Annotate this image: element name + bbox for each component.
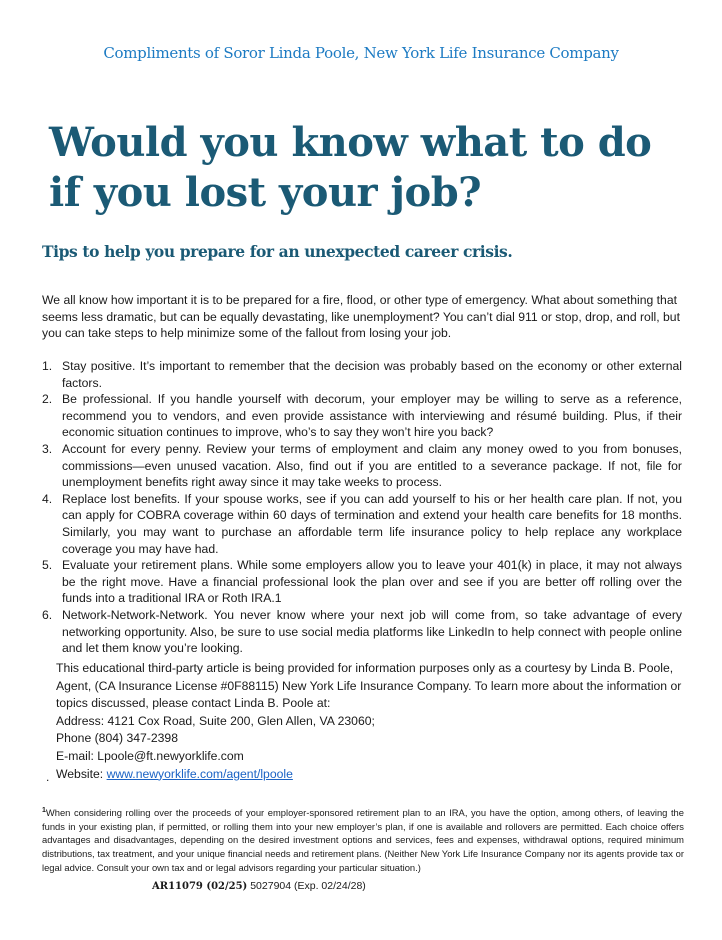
tip-item [42, 441, 682, 491]
footnote-text: When considering rolling over the proceeds of your employer-sponsored retirement plan to an IRA, you have the option, among others, of leaving the funds in your existing plan, if permitted, or rolling them into your new employer’s plan, if one is available and rollovers are permitted. Each choice offers advantages and disadvantages, depending on the desired investment options and services, fees and expenses, withdrawal options, required minimum distributions, tax treatment, and your unique financial needs and retirement plans. (Neither New York Life Insurance Company nor its agents provide tax or legal advice. Consult your own tax and or legal advisors regarding your particular situation.) [42, 807, 684, 873]
tip-text: Be professional. If you handle yourself with decorum, your employer may be willing to serve as a reference, recommend you to vendors, and even provide assistance with interviewing and résumé building. Plus, if their economic situation continues to improve, who’s to say they won’t hire you back? [62, 392, 682, 440]
agent-address: Address: 4121 Cox Road, Suite 200, Glen Allen, VA 23060; [56, 713, 375, 728]
compliments-header: Compliments of Soror Linda Poole, New York Life Insurance Company [103, 44, 619, 62]
tip-number: 5. [42, 558, 53, 573]
tip-item [42, 607, 682, 657]
disclaimer-text: This educational third-party article is being provided for information purposes only as a courtesy by Linda B. Poole, Agent, (CA Insurance License #0F88115) New York Life Insurance Company. To learn more about the information or topics discussed, please contact Linda B. Poole at: [56, 661, 682, 711]
tip-item [42, 557, 682, 607]
subtitle: Tips to help you prepare for an unexpected career crisis. [42, 242, 513, 261]
tip-text: Stay positive. It’s important to remember that the decision was probably based on the economy or other external factors. [62, 359, 682, 390]
agent-email: E-mail: Lpoole@ft.newyorklife.com [56, 748, 244, 763]
title-line-1: Would you know what to do [49, 119, 652, 166]
tip-item [42, 491, 682, 557]
agent-phone: Phone (804) 347-2398 [56, 731, 178, 746]
expiration-code: 5027904 (Exp. 02/24/28) [247, 880, 366, 892]
tip-text: Evaluate your retirement plans. While some employers allow you to leave your 401(k) in place, it may not always be the right move. Have a financial professional look the plan over and see if you are better off rolling over the funds into a traditional IRA or Roth IRA.1 [62, 558, 682, 606]
title-line-2: if you lost your job? [49, 169, 482, 216]
intro-paragraph: We all know how important it is to be prepared for a fire, flood, or other type of emergency. What about something that seems less dramatic, but can be equally devastating, like unemployment? You can’t dial 911 or stop, drop, and roll, but you can take steps to help minimize some of the fallout from losing your job. [42, 293, 680, 341]
footnote [42, 804, 684, 874]
tip-number: 1. [42, 359, 53, 373]
website-label: Website: [56, 766, 107, 781]
agent-website [56, 766, 686, 784]
tip-number: 2. [42, 392, 53, 407]
tip-item [42, 358, 682, 391]
ar-code: AR11079 (02/25) [152, 881, 248, 892]
stray-dot: . [46, 770, 50, 784]
agent-disclaimer [56, 660, 686, 783]
tip-item [42, 391, 682, 441]
page-title [49, 118, 709, 218]
footnote-marker: 1 [42, 807, 46, 814]
tip-text: Replace lost benefits. If your spouse works, see if you can add yourself to his or her health care plan. If not, you can apply for COBRA coverage within 60 days of termination and extend your health care benefits for 18 months. Similarly, you may want to purchase an affordable term life insurance policy to help replace any workplace coverage you may have had. [62, 491, 682, 556]
document-code [152, 880, 366, 892]
website-link[interactable]: www.newyorklife.com/agent/lpoole [106, 766, 293, 781]
tips-list [42, 358, 682, 657]
tip-text: Network-Network-Network. You never know where your next job will come from, so take advantage of every networking opportunity. Also, be sure to use social media platforms like LinkedIn to help connect with people online and let them know you’re looking. [62, 607, 682, 656]
tip-number: 6. [42, 607, 53, 622]
tip-number: 4. [42, 491, 53, 506]
tip-number: 3. [42, 441, 53, 456]
tip-text: Account for every penny. Review your terms of employment and claim any money owed to you from bonuses, commissions—even unused vacation. Also, find out if you are entitled to a severance package. If not, file for unemployment benefits right away since it may take weeks to process. [62, 441, 682, 490]
